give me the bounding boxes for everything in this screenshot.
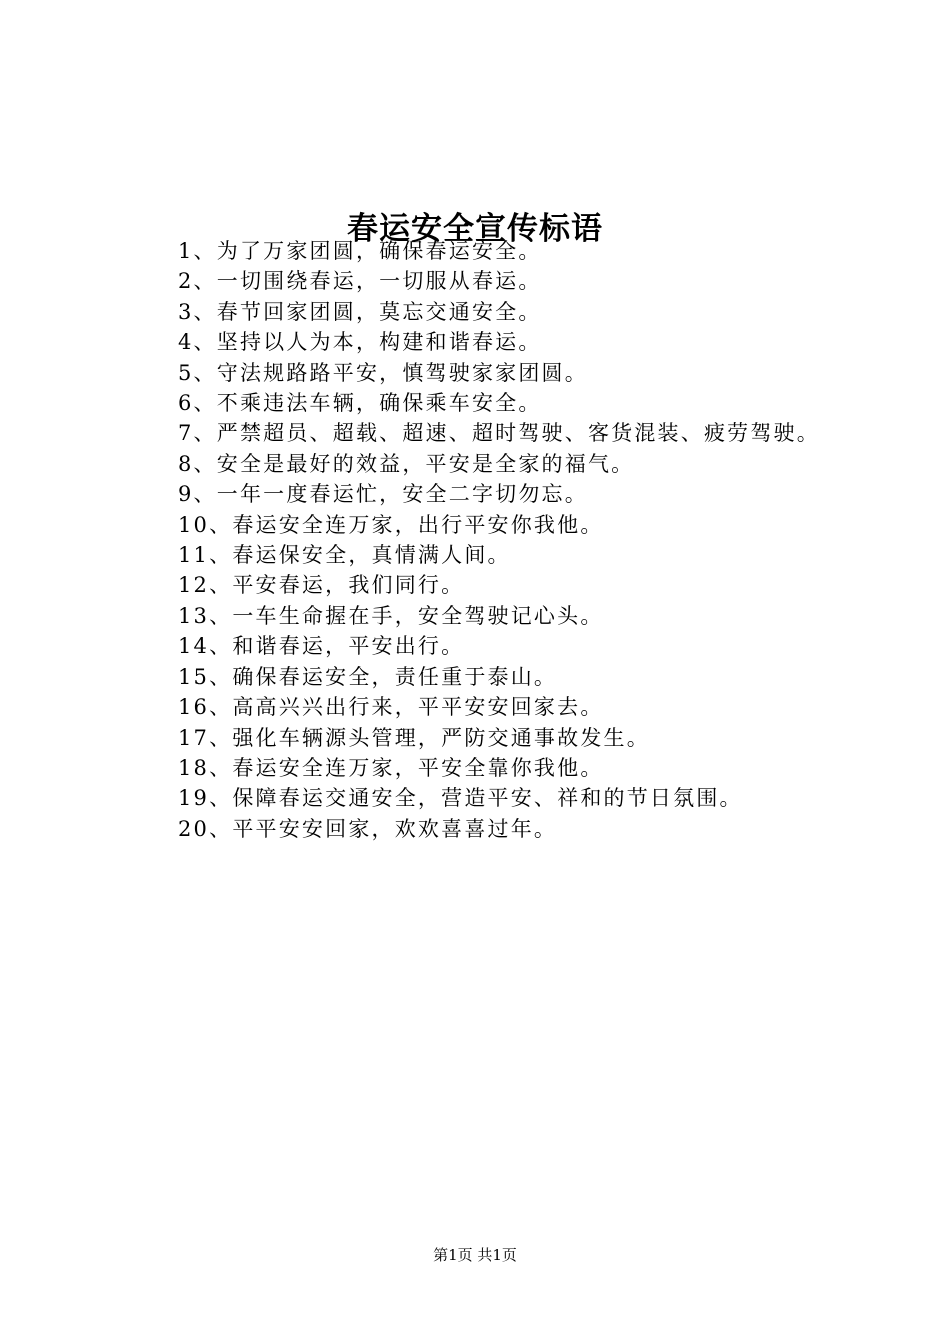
document-title: 春运安全宣传标语 [347, 210, 603, 247]
slogan-item: 18、春运安全连万家，平安全靠你我他。 [178, 755, 604, 780]
slogan-list [130, 236, 830, 844]
slogan-item: 4、坚持以人为本，构建和谐春运。 [178, 330, 542, 355]
slogan-item: 16、高高兴兴出行来，平平安安回家去。 [178, 695, 604, 720]
page-footer: 第1页 共1页 [433, 1246, 517, 1264]
slogan-item: 5、守法规路路平安，慎驾驶家家团圆。 [178, 360, 588, 385]
slogan-item: 19、保障春运交通安全，营造平安、祥和的节日氛围。 [178, 786, 743, 811]
slogan-item: 1、为了万家团圆，确保春运安全。 [178, 239, 542, 263]
slogan-item: 9、一年一度春运忙，安全二字切勿忘。 [178, 482, 588, 507]
slogan-item: 6、不乘违法车辆，确保乘车安全。 [178, 391, 542, 416]
slogan-item: 8、安全是最好的效益，平安是全家的福气。 [178, 451, 635, 476]
slogan-item: 10、春运安全连万家，出行平安你我他。 [178, 512, 604, 537]
slogan-item: 13、一车生命握在手，安全驾驶记心头。 [178, 603, 604, 628]
slogan-item: 20、平平安安回家，欢欢喜喜过年。 [178, 816, 558, 841]
slogan-item: 7、严禁超员、超载、超速、超时驾驶、客货混装、疲劳驾驶。 [178, 421, 820, 446]
slogan-item: 11、春运保安全，真情满人间。 [178, 543, 511, 568]
slogan-item: 15、确保春运安全，责任重于泰山。 [178, 664, 558, 689]
slogan-item: 12、平安春运，我们同行。 [178, 573, 465, 598]
slogan-item: 2、一切围绕春运，一切服从春运。 [178, 269, 542, 294]
slogan-item: 3、春节回家团圆，莫忘交通安全。 [178, 299, 542, 324]
slogan-item: 14、和谐春运，平安出行。 [178, 634, 465, 659]
slogan-item: 17、强化车辆源头管理，严防交通事故发生。 [178, 725, 650, 750]
